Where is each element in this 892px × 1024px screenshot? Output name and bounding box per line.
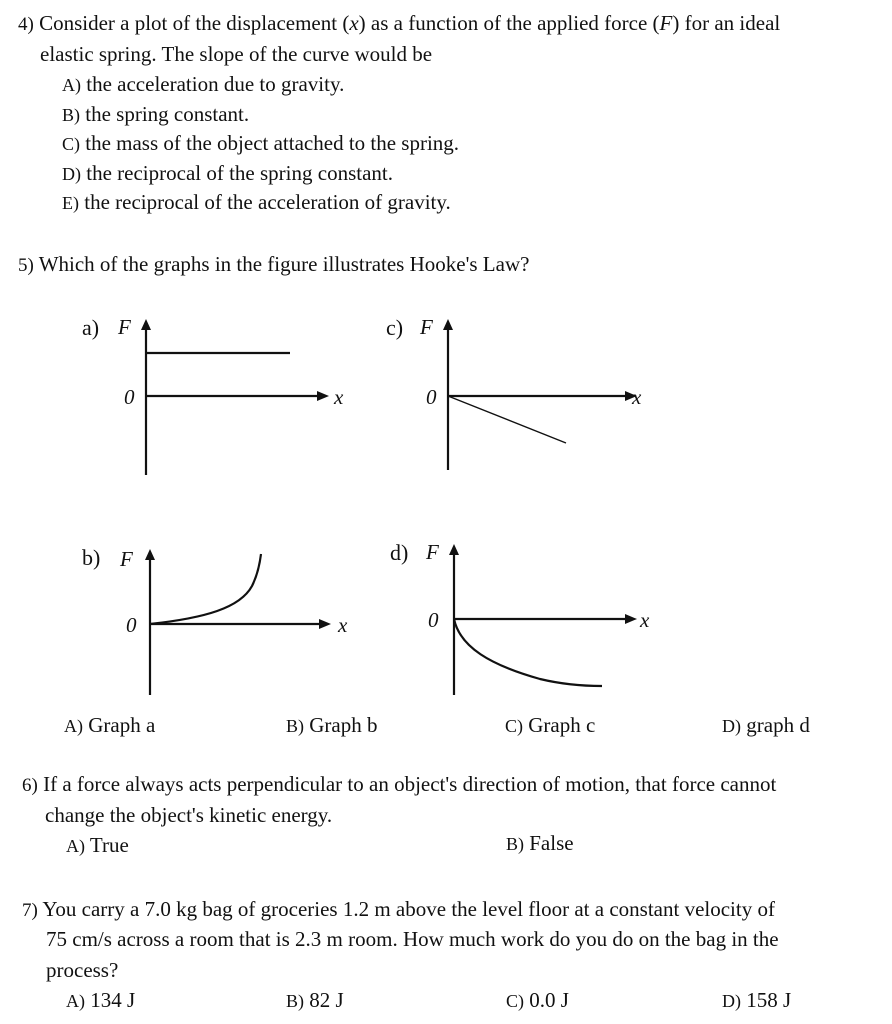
graph-a	[110, 310, 360, 490]
q4-option-e[interactable]: E) the reciprocal of the acceleration of gravity.	[62, 190, 451, 214]
q5-option-d[interactable]: D) graph d	[722, 713, 810, 737]
graph-c-x-label: x	[632, 385, 642, 409]
graph-d-label: d)	[390, 540, 409, 565]
q4-option-b[interactable]: B) the spring constant.	[62, 102, 250, 126]
q4-option-a[interactable]: A) the acceleration due to gravity.	[62, 72, 345, 96]
graph-a-y-arrow	[141, 319, 151, 330]
graph-b-curve	[150, 554, 261, 624]
graph-c-label: c)	[386, 315, 404, 340]
q4-option-d[interactable]: D) the reciprocal of the spring constant.	[62, 161, 393, 185]
graph-d-origin: 0	[428, 608, 439, 632]
graph-a-y-label: F	[118, 315, 131, 339]
graph-b-y-arrow	[145, 549, 155, 560]
graph-b-label: b)	[82, 545, 101, 570]
q5-question: 5) Which of the graphs in the figure illustrates Hooke's Law?	[18, 252, 530, 276]
q7-option-c[interactable]: C) 0.0 J	[506, 988, 569, 1012]
q7-line-1: 7) You carry a 7.0 kg bag of groceries 1.2 m above the level floor at a constant velocity of	[22, 897, 775, 921]
graph-b-x-label: x	[338, 613, 348, 637]
q7-option-d[interactable]: D) 158 J	[722, 988, 792, 1012]
q7-option-a[interactable]: A) 134 J	[66, 988, 136, 1012]
graph-a-x-label: x	[334, 385, 344, 409]
q6-number: 6)	[22, 775, 38, 796]
q6-line-2: change the object's kinetic energy.	[45, 803, 333, 827]
q4-number: 4)	[18, 14, 34, 35]
q7-line-2: 75 cm/s across a room that is 2.3 m room. How much work do you do on the bag in the	[46, 927, 779, 951]
graph-c	[410, 310, 670, 490]
graph-a-x-arrow	[317, 391, 329, 401]
q7-option-b[interactable]: B) 82 J	[286, 988, 344, 1012]
q5-number: 5)	[18, 255, 34, 276]
graph-d-y-label: F	[426, 540, 439, 564]
q5-option-c[interactable]: C) Graph c	[505, 713, 596, 737]
q6-line-1: 6) If a force always acts perpendicular to an object's direction of motion, that force cannot	[22, 772, 777, 796]
graph-b-y-label: F	[120, 547, 133, 571]
graph-c-origin: 0	[426, 385, 437, 409]
q7-line-3: process?	[46, 958, 119, 982]
graph-c-curve	[448, 396, 566, 443]
graph-d-curve	[454, 619, 602, 686]
graph-a-origin: 0	[124, 385, 135, 409]
graph-d-x-arrow	[625, 614, 637, 624]
graph-b	[110, 540, 360, 710]
graph-d	[410, 535, 670, 710]
graph-d-y-arrow	[449, 544, 459, 555]
q6-option-b[interactable]: B) False	[506, 831, 574, 855]
q4-option-c[interactable]: C) the mass of the object attached to the spring.	[62, 131, 460, 155]
q5-option-b[interactable]: B) Graph b	[286, 713, 378, 737]
graph-a-label: a)	[82, 315, 100, 340]
q4-line-1: 4) Consider a plot of the displacement (x) as a function of the applied force (F) for an ideal	[18, 11, 781, 35]
graph-b-origin: 0	[126, 613, 137, 637]
q7-number: 7)	[22, 900, 38, 921]
q4-line-2: elastic spring. The slope of the curve would be	[40, 42, 433, 66]
q6-option-a[interactable]: A) True	[66, 833, 129, 857]
q5-option-a[interactable]: A) Graph a	[64, 713, 156, 737]
graph-c-y-arrow	[443, 319, 453, 330]
graph-b-x-arrow	[319, 619, 331, 629]
graph-d-x-label: x	[640, 608, 650, 632]
graph-c-y-label: F	[420, 315, 433, 339]
